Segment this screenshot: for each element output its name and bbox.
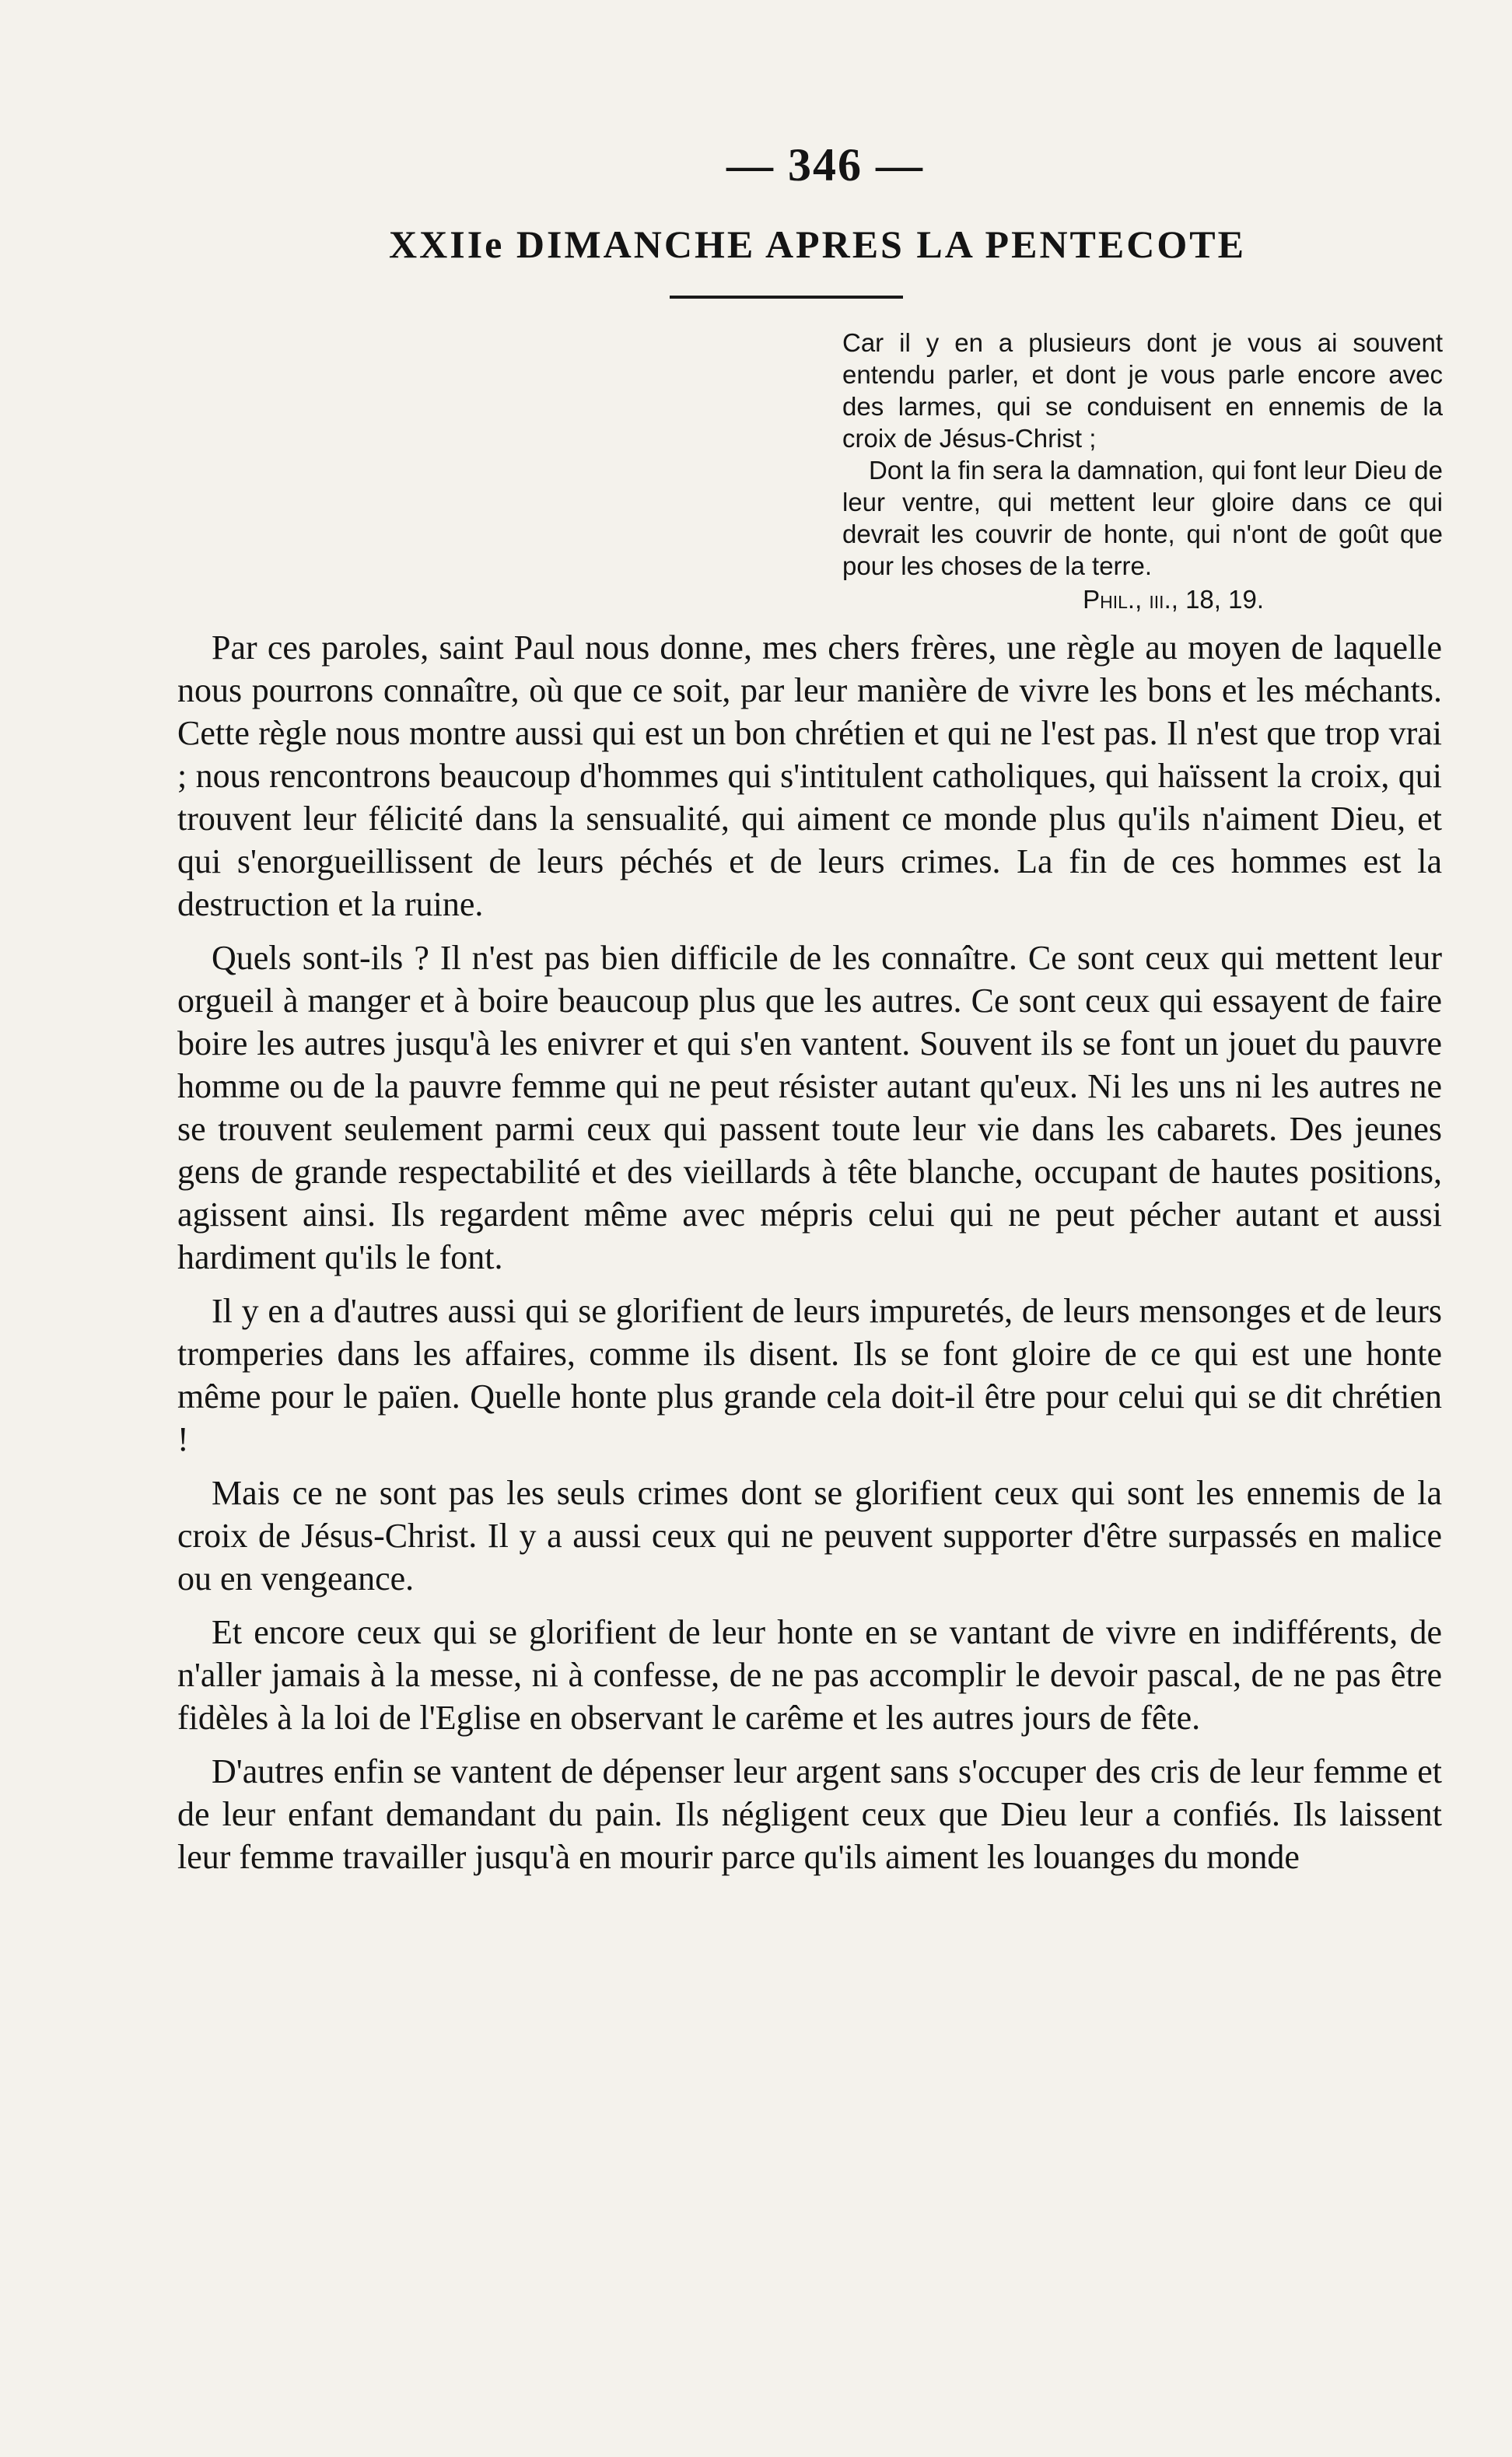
- epigraph-paragraph: Car il y en a plusieurs dont je vous ai souvent entendu parler, et dont je vous parle encore avec des larmes, qui se conduisent en ennemis de la croix de Jésus-Christ ;: [842, 328, 1443, 453]
- epigraph: [842, 327, 1443, 615]
- body-text: [177, 626, 1442, 1878]
- body-paragraph: Par ces paroles, saint Paul nous donne, mes chers frères, une règle au moyen de laquelle nous pourrons connaître, où que ce soit, par leur manière de vivre les bons et les méchants. Cette règle nous montre aussi qui est un bon chrétien et qui ne l'est pas. Il n'est que trop vrai ; nous rencontrons beaucoup d'hommes qui s'intitulent catholiques, qui haïssent la croix, qui trouvent leur félicité dans la sensualité, qui aiment ce monde plus qu'ils n'aiment Dieu, et qui s'enorgueillissent de leurs péchés et de leurs crimes. La fin de ces hommes est la destruction et la ruine.: [177, 628, 1442, 923]
- epigraph-paragraph: Dont la fin sera la damnation, qui font leur Dieu de leur ventre, qui mettent leur gloire dans ce qui devrait les couvrir de honte, qui n'ont de goût que pour les choses de la terre.: [842, 456, 1443, 580]
- body-paragraph: Quels sont-ils ? Il n'est pas bien difficile de les connaître. Ce sont ceux qui mettent leur orgueil à manger et à boire beaucoup plus que les autres. Ce sont ceux qui essayent de faire boire les autres jusqu'à les enivrer et qui s'en vantent. Souvent ils se font un jouet du pauvre homme ou de la pauvre femme qui ne peut résister autant qu'eux. Ni les uns ni les autres ne se trouvent seulement parmi ceux qui passent toute leur vie dans les cabarets. Des jeunes gens de grande respectabilité et des vieillards à tête blanche, occupant de hautes positions, agissent ainsi. Ils regardent même avec mépris celui qui ne peut pécher autant et aussi hardiment qu'ils le font.: [177, 939, 1442, 1276]
- epigraph-source: Phil., iii., 18, 19.: [1083, 585, 1264, 614]
- page-number: — 346 —: [726, 139, 924, 191]
- body-paragraph: Mais ce ne sont pas les seuls crimes dont se glorifient ceux qui sont les ennemis de la croix de Jésus-Christ. Il y a aussi ceux qui ne peuvent supporter d'être surpassés en malice ou en vengeance.: [177, 1474, 1442, 1598]
- body-paragraph: Il y en a d'autres aussi qui se glorifient de leurs impuretés, de leurs mensonges et de leurs tromperies dans les affaires, comme ils disent. Ils se font gloire de ce qui est une honte même pour le païen. Quelle honte plus grande cela doit-il être pour celui qui se dit chrétien !: [177, 1292, 1442, 1458]
- body-paragraph: Et encore ceux qui se glorifient de leur honte en se vantant de vivre en indifférents, de n'aller jamais à la messe, ni à confesse, de ne pas accomplir le devoir pascal, de ne pas être fidèles à la loi de l'Eglise en observant le carême et les autres jours de fête.: [177, 1613, 1442, 1737]
- body-paragraph: D'autres enfin se vantent de dépenser leur argent sans s'occuper des cris de leur femme et de leur enfant demandant du pain. Ils négligent ceux que Dieu leur a confiés. Ils laissent leur femme travailler jusqu'à en mourir parce qu'ils aiment les louanges du monde: [177, 1752, 1442, 1876]
- title-divider: [670, 296, 903, 299]
- chapter-title: XXIIe DIMANCHE APRES LA PENTECOTE: [389, 222, 1246, 266]
